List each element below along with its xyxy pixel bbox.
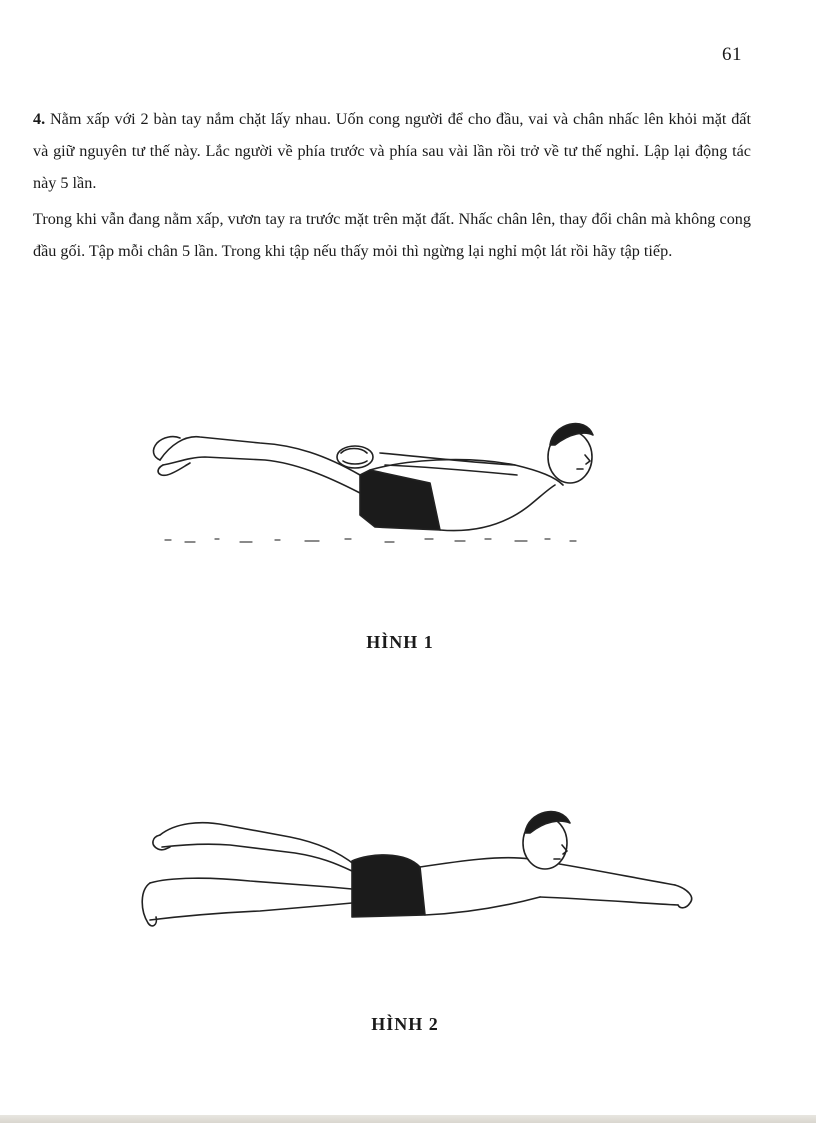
figure-1-caption: HÌNH 1 — [366, 632, 434, 652]
figure-2-caption: HÌNH 2 — [371, 1014, 439, 1034]
paragraph-2: Trong khi vẫn đang nằm xấp, vươn tay ra trước mặt trên mặt đất. Nhấc chân lên, thay đổi chân mà không cong đầu gối. Tập mỗi chân 5 lần. Trong khi tập nếu thấy mỏi thì ngừng lại nghỉ một lát rồi hãy tập tiếp. — [33, 210, 751, 260]
step-number: 4. — [33, 110, 46, 128]
ground-line — [165, 539, 576, 542]
paragraph-text: Nằm xấp với 2 bàn tay nắm chặt lấy nhau. Uốn cong người để cho đầu, vai và chân nhấc lên khỏi mặt đất và giữ nguyên tư thế này. Lắc người về phía trước và phía sau vài lần rồi trở về tư thế nghỉ. Lập lại động tác này 5 lần. — [33, 110, 751, 192]
page-number: 61 — [722, 44, 742, 65]
figure-2-illustration — [130, 805, 700, 955]
page-bottom-edge — [0, 1115, 816, 1123]
paragraph-step-4 — [33, 103, 751, 199]
figure-1-illustration — [145, 405, 595, 560]
page-body — [33, 103, 751, 271]
